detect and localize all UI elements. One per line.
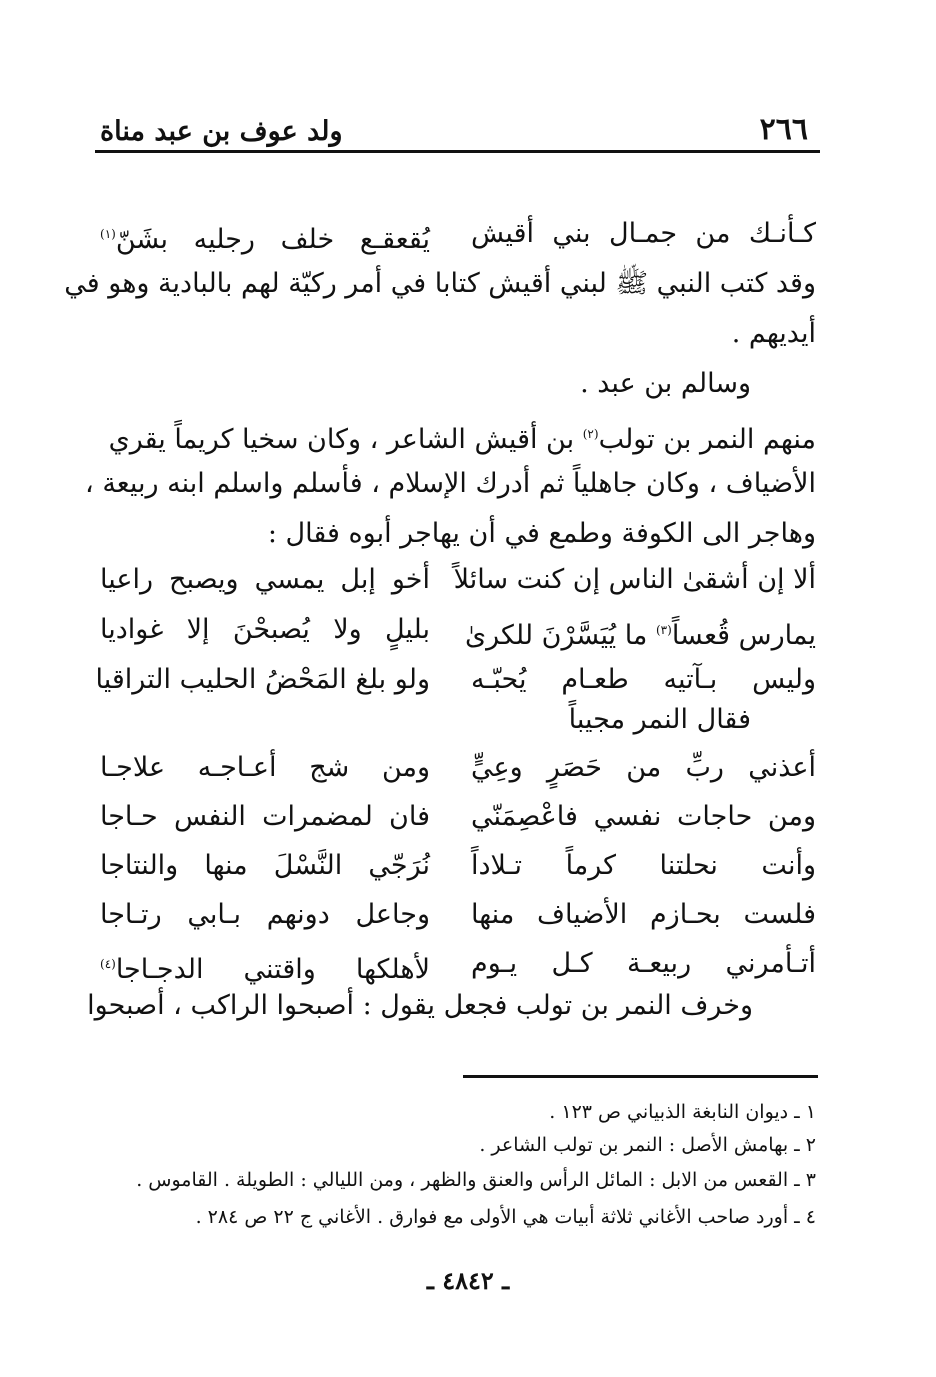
hemistich-right: ألا إن أشقىٰ الناس إن كنت سائلاً bbox=[453, 564, 816, 595]
footnote-marker: (٢) bbox=[582, 427, 599, 441]
paragraph-line: وخرف النمر بن تولب فجعل يقول : أصبحوا الراكب ، أصبحوا bbox=[87, 990, 753, 1021]
hemistich-right bbox=[464, 610, 816, 656]
page-footer-marker: ـ ٤٨٤٢ ـ bbox=[426, 1266, 510, 1295]
footnote-marker: (٣) bbox=[655, 623, 672, 637]
verse-line bbox=[100, 846, 816, 886]
verse-line bbox=[100, 214, 816, 254]
paragraph-line bbox=[108, 414, 816, 460]
paragraph-text: بن أقيش الشاعر ، وكان سخيا كريماً يقري bbox=[108, 424, 575, 455]
paragraph-line: وسالم بن عبد . bbox=[580, 368, 751, 399]
running-header-title: ولد عوف بن عبد مناة bbox=[100, 116, 343, 147]
hemistich-right: وليس بـآتيه طعـام يُحبّـه bbox=[471, 664, 816, 695]
paragraph-line: الأضياف ، وكان جاهلياً ثم أدرك الإسلام ، فأسلم واسلم ابنه ربيعة ، bbox=[85, 468, 816, 499]
hemistich-left: ولو بلغ المَحْضُ الحليب التراقيا bbox=[95, 664, 430, 695]
verse-line bbox=[100, 797, 816, 837]
paragraph-text: منهم النمر بن تولب bbox=[598, 424, 816, 455]
footnote-marker: (٤) bbox=[100, 957, 116, 971]
hemistich-right: أعذني ربِّ من حَصَرٍ وعِيٍّ bbox=[471, 752, 816, 783]
verse-line bbox=[100, 560, 816, 600]
paragraph-line: أيديهم . bbox=[731, 318, 816, 349]
paragraph-line: وقد كتب النبي ﷺ لبني أقيش كتابا في أمر ركيّة لهم بالبادية وهو في bbox=[64, 268, 816, 299]
paragraph-line: وهاجر الى الكوفة وطمع في أن يهاجر أبوه فقال : bbox=[267, 518, 816, 549]
footnote-rule bbox=[463, 1075, 818, 1078]
verse-line bbox=[100, 944, 816, 984]
hemistich-left: بليلٍ ولا يُصبحْنَ إلا غواديا bbox=[100, 614, 430, 645]
page-number: ٢٦٦ bbox=[759, 112, 808, 147]
hemistich-text: يمارس قُعساً bbox=[671, 620, 816, 651]
hemistich-left bbox=[100, 214, 430, 260]
hemistich-left: نُرَجّي النَّسْلَ منها والنتاجا bbox=[100, 850, 430, 881]
hemistich-text: ما يُيَسَّرْنَ للكرىٰ bbox=[464, 620, 648, 651]
hemistich-right: وأنت نحلتنا كرماً تـلاداً bbox=[471, 850, 816, 881]
hemistich-left: وجاعل دونهم بـابي رتـاجا bbox=[100, 899, 430, 930]
hemistich-left: أخو إبل يمسي ويصبح راعيا bbox=[100, 564, 430, 595]
hemistich-right: ومن حاجات نفسي فاعْصِمَنّي bbox=[471, 801, 816, 832]
hemistich-left bbox=[100, 944, 430, 990]
hemistich-right: كـأنـك من جمـال بني أقيش bbox=[471, 218, 816, 249]
footnote: ١ ـ ديوان النابغة الذبياني ص ١٢٣ . bbox=[549, 1101, 816, 1123]
paragraph-line: فقال النمر مجيباً bbox=[568, 704, 751, 735]
header-rule bbox=[95, 150, 820, 153]
verse-line bbox=[95, 660, 816, 700]
footnote-marker: (١) bbox=[100, 227, 116, 241]
hemistich-right: فلست بحـازم الأضياف منها bbox=[471, 899, 816, 930]
verse-line bbox=[100, 895, 816, 935]
hemistich-left: فان لمضمرات النفس حـاجا bbox=[100, 801, 430, 832]
hemistich-right: أتـأمرني ربيعـة كـل يـوم bbox=[471, 948, 816, 979]
hemistich-left: ومن شج أعـاجـه علاجـا bbox=[100, 752, 430, 783]
hemistich-text: لأهلكها واقتني الدجـاجا bbox=[115, 954, 430, 985]
verse-line bbox=[100, 610, 816, 650]
verse-line bbox=[100, 748, 816, 788]
footnote: ٣ ـ القعس من الابل : المائل الرأس والعنق والظهر ، ومن الليالي : الطويلة . القاموس . bbox=[136, 1169, 816, 1191]
footnote: ٢ ـ بهامش الأصل : النمر بن تولب الشاعر . bbox=[479, 1134, 816, 1156]
footnote: ٤ ـ أورد صاحب الأغاني ثلاثة أبيات هي الأولى مع فوارق . الأغاني ج ٢٢ ص ٢٨٤ . bbox=[195, 1206, 816, 1228]
hemistich-text: يُقعقـع خلف رجليه بشَنّ bbox=[115, 224, 430, 255]
